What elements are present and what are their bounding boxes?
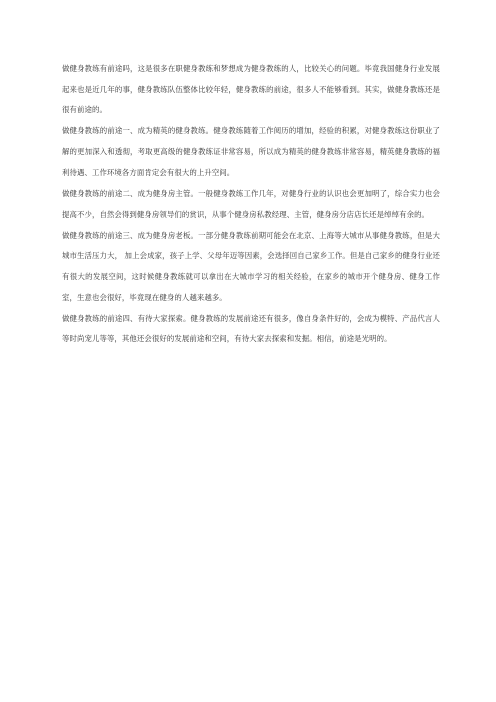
document-body xyxy=(62,59,440,351)
paragraph-prospect-2: 做健身教练的前途二、成为健身房主管。一般健身教练工作几年，对健身行业的认识也会更加明了，综合实力也会提高不少，自然会得到健身房领导们的赏识，从事个健身房私教经理、主管，健身房分店店长还是绰绰有余的。 xyxy=(62,188,440,219)
paragraph-prospect-1: 做健身教练的前途一、成为精英的健身教练。健身教练随着工作阅历的增加，经验的积累，对健身教练这份职业了解的更加深入和透彻，考取更高级的健身教练证非常容易，所以成为精英的健身教练非常容易，精英健身教练的福利待遇、工作环境各方面肯定会有很大的上升空间。 xyxy=(62,126,440,177)
paragraph-intro: 做健身教练有前途吗，这是很多在职健身教练和梦想成为健身教练的人，比较关心的问题。毕竟我国健身行业发展起来也是近几年的事，健身教练队伍整体比较年轻，健身教练的前途，很多人不能够看到。其实，做健身教练还是很有前途的。 xyxy=(62,64,440,115)
paragraph-prospect-4: 做健身教练的前途四、有待大家探索。健身教练的发展前途还有很多，像自身条件好的，会成为模特、产品代言人等时尚宠儿等等，其他还会很好的发展前途和空间，有待大家去探索和发掘。相信，前途是光明的。 xyxy=(62,313,440,344)
paragraph-prospect-3: 做健身教练的前途三、成为健身房老板。一部分健身教练前期可能会在北京、上海等大城市从事健身教练，但是大城市生活压力大， 加上会成家，孩子上学、父母年迈等因素，会选择回自己家乡工作。但是自己家乡的健身行业还有很大的发展空间，这时候健身教练就可以拿出在大城市学习的相关经验，在家乡的城市开个健身房、健身工作室，生意也会很好，毕竟现在健身的人越来越多。 xyxy=(62,230,440,302)
